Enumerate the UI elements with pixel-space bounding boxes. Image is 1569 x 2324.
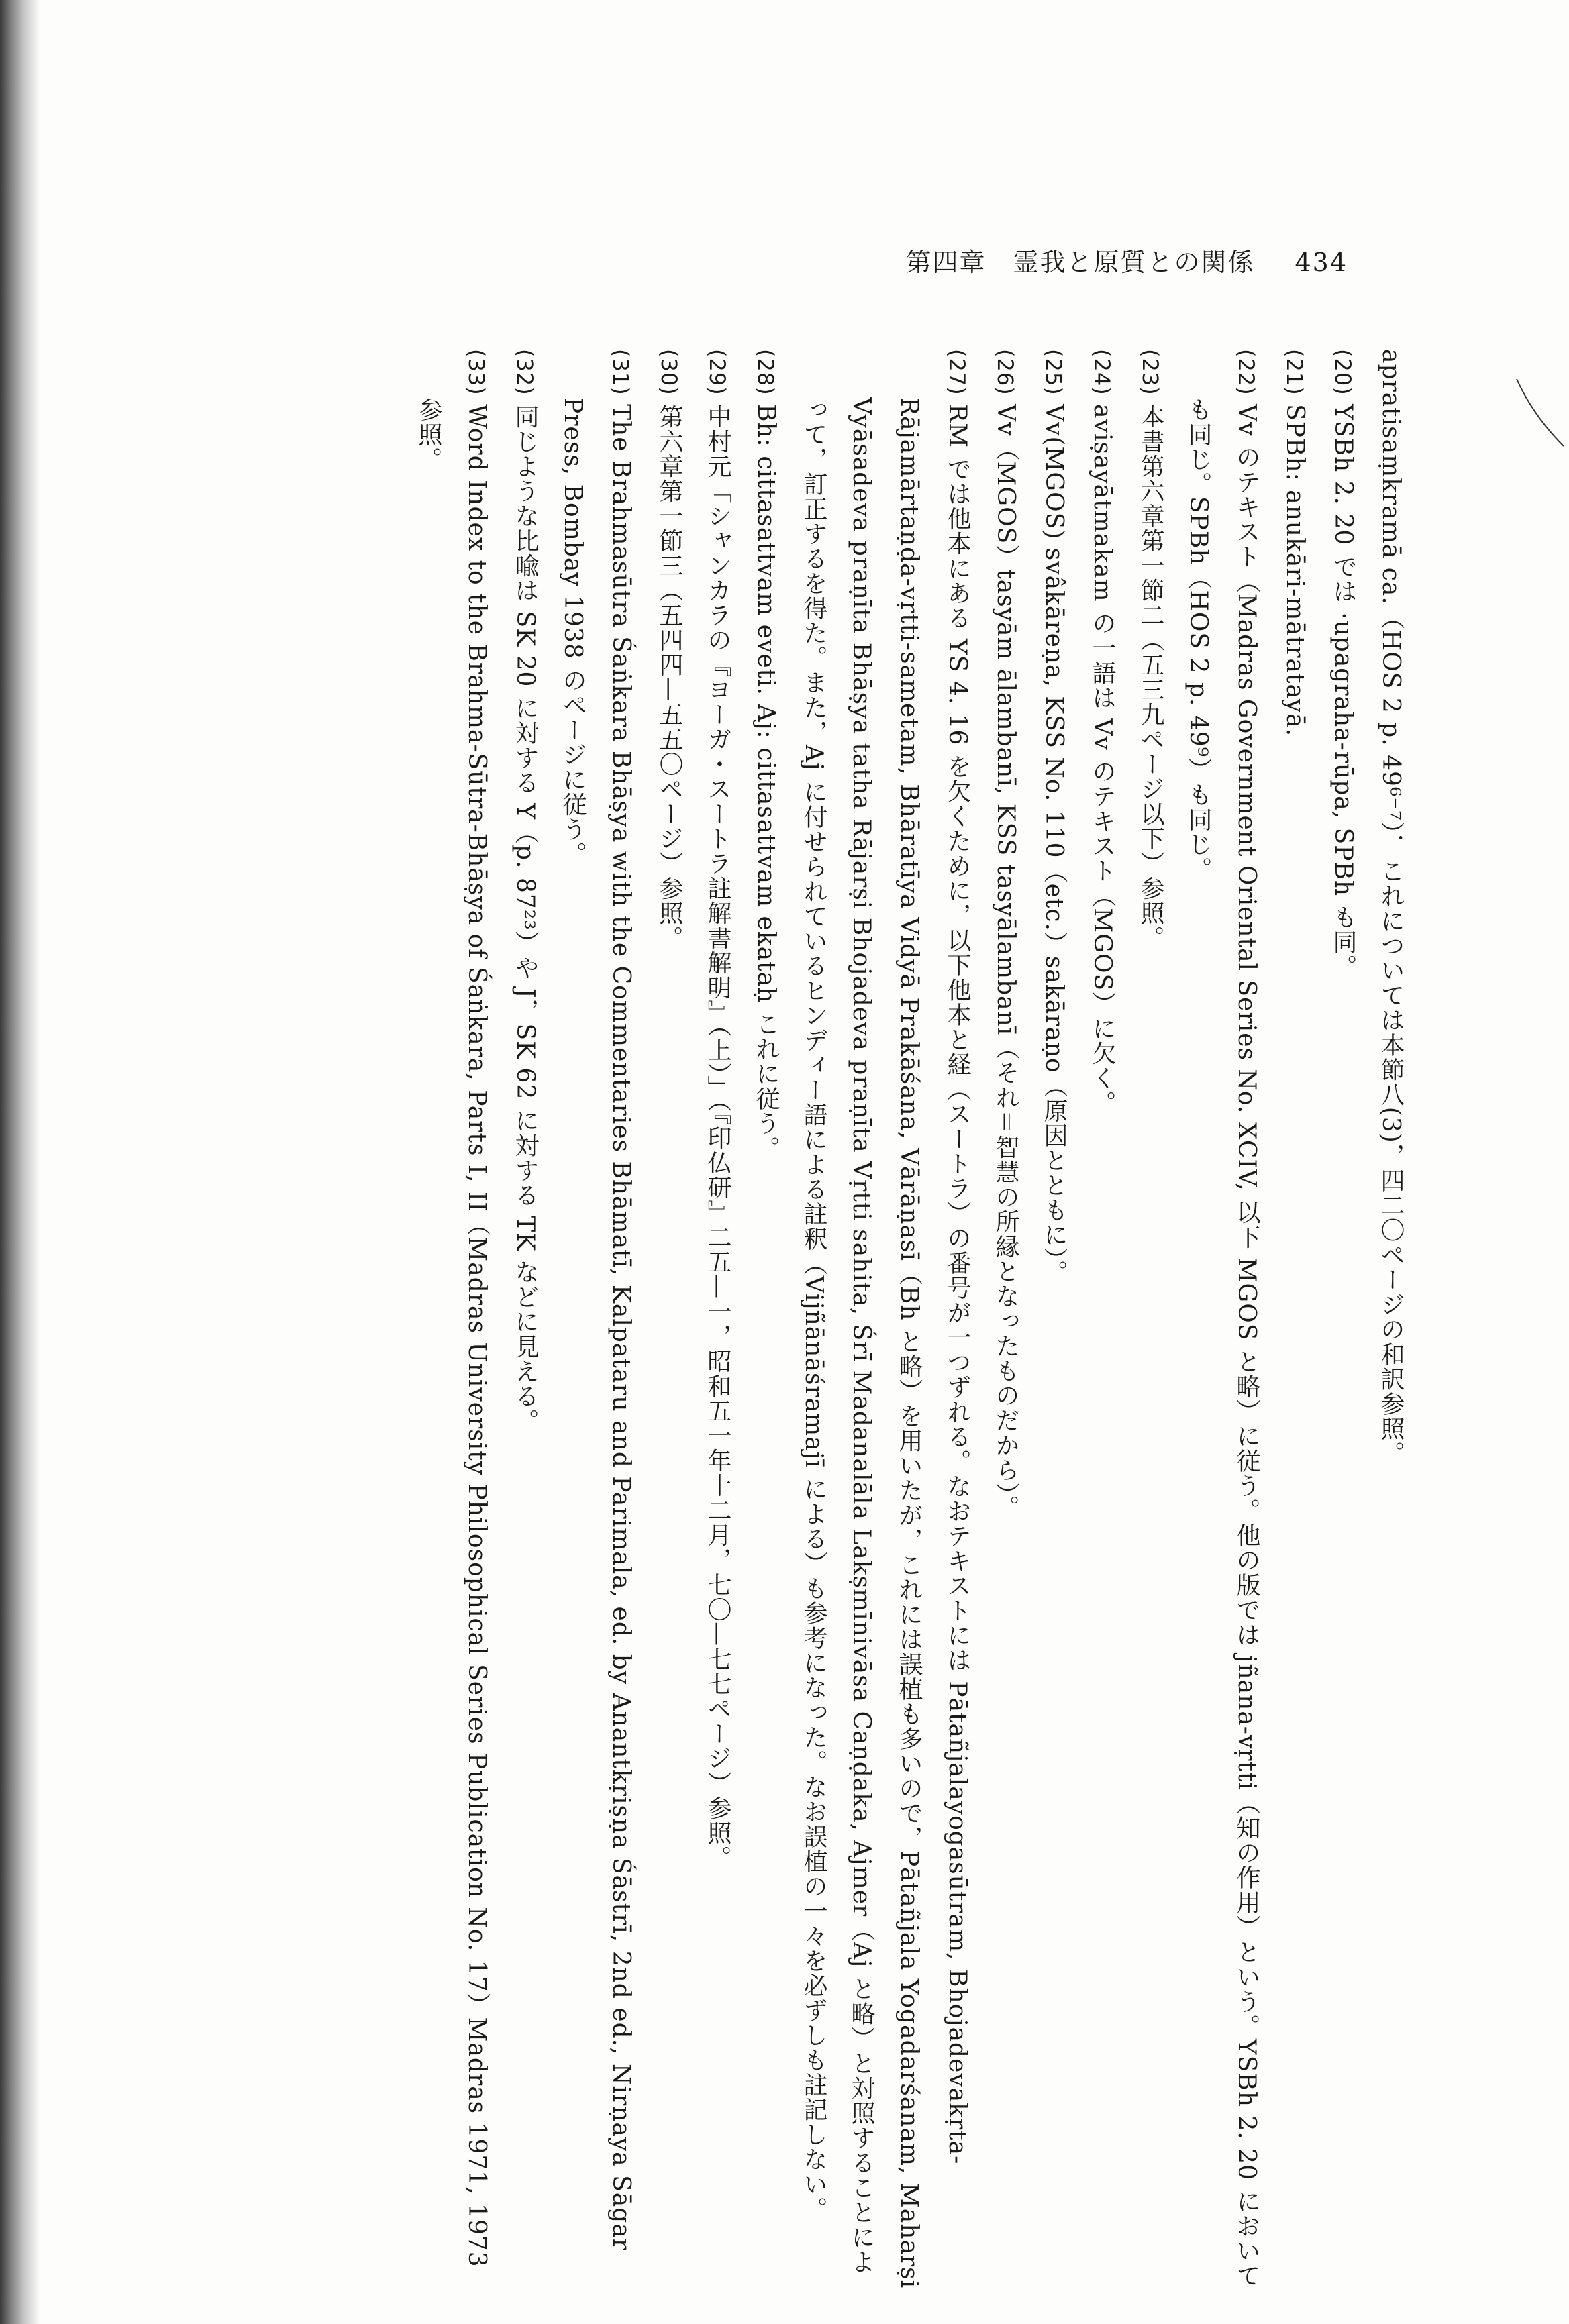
note-number: (27) <box>944 349 970 396</box>
margin-pen-stroke <box>1513 376 1567 450</box>
endnote-22: (22) Vv のテキスト（Madras Government Oriental Series No. XCIV, 以下 MGOS と略）に従う。他の版では jñana-vṛtti（知の作用）という。YSBh 2. 20 においても同じ。SPBh（HOS 2 p. 49⁹）も同じ。 <box>1184 349 1260 2288</box>
note-number: (25) <box>1041 349 1066 396</box>
chapter-title: 第四章 霊我と原質との関係 <box>905 248 1255 277</box>
note-number: (23) <box>1137 349 1163 396</box>
endnote-21: (21) SPBh: anukāri-mātratayā. <box>1281 349 1309 737</box>
endnote-30: (30) 第六章第一節三（五四四—五五〇ページ）参照。 <box>656 349 683 951</box>
note-number: (33) <box>464 349 489 396</box>
running-header <box>905 242 1348 278</box>
note-number: (30) <box>656 349 682 396</box>
note-number: (24) <box>1089 349 1115 396</box>
note-number: (31) <box>608 349 634 396</box>
endnote-28: (28) Bh: cittasattvam eveti. Aj: cittasattvam ekataḥ これに従う。 <box>752 349 780 1161</box>
note-number: (29) <box>705 349 730 396</box>
endnote-32: (32) 同じような比喩は SK 20 に対する Y（p. 87²³）や J，SK 62 に対する TK などに見える。 <box>511 349 539 1434</box>
note-number: (32) <box>512 349 538 396</box>
note-number: (20) <box>1330 349 1356 396</box>
note-number: (21) <box>1282 349 1307 396</box>
endnote-20: (20) YSBh 2. 20 では ·upagraha-rūpa, SPBh も同。 <box>1329 349 1357 980</box>
endnote-33: (33) Word Index to the Brahma-Sūtra-Bhāṣya of Śaṅkara, Parts I, II（Madras University Philosophical Series Publication No. 17）Madras 1971, 1973 参照。 <box>415 349 491 2268</box>
endnote-26: (26) Vv（MGOS）tasyām ālambanī, KSS tasyālambanī（それ＝智慧の所縁となったものだから）。 <box>992 349 1019 1520</box>
note-number: (22) <box>1233 349 1259 396</box>
endnote-24: (24) aviṣayātmakam の一語は Vv のテキスト（MGOS）に欠く。 <box>1089 349 1116 1116</box>
endnote-29: (29) 中村元「シャンカラの『ヨーガ・スートラ註解書解明』（上）」（『印仏研』二五—一，昭和五一年十二月，七〇—七七ページ）参照。 <box>704 349 731 1870</box>
endnotes <box>19 349 1415 2294</box>
endnote-27: (27) RM では他本にある YS 4. 16 を欠くために，以下他本と経（スートラ）の番号が一つずれる。なおテキストには Pātañjalayogasūtram, Bhojadevakṛta-Rājamārtaṇḍa-vṛtti-sametam, Bhāratīya Vidyā Prakāśana, Vārāṇasī（Bh と略）を用いたが，これには誤植も多いので，Pātañjala Yogadarśanam, Maharṣi Vyāsadeva praṇīta Bhāṣya tatha Rājarṣi Bhojadeva praṇīta Vṛtti sahita, Śrī Madanalāla Lakṣmīnivāsa Caṇḍaka, Ajmer（Aj と略）と対照することによって，訂正するを得た。また，Aj に付せられているヒンディー語による註釈（Vijñānāśramajī による）も参考になった。なお誤植の一々を必ずしも註記しない。 <box>800 349 971 2289</box>
note-number: (28) <box>753 349 778 396</box>
note-number: (26) <box>993 349 1018 396</box>
endnote-continuation: apratisaṃkramā ca.（HOS 2 p. 49⁶⁻⁷）．これについては本節八(3)，四二〇ページの和訳参照。 <box>1377 349 1405 1466</box>
endnote-25: (25) Vv(MGOS) svâkāreṇa, KSS No. 110（etc.）sakāraṇo（原因とともに）。 <box>1040 349 1068 1285</box>
endnote-31: (31) The Brahmasūtra Śaṅkara Bhāṣya with the Commentaries Bhāmatī, Kalpataru and Parimala, ed. by Anantkṛiṣṇa Śāstrī, 2nd ed., Nirṇaya Sāgar Press, Bombay 1938 のページに従う。 <box>559 349 635 2251</box>
page-number: 434 <box>1295 248 1348 277</box>
endnote-23: (23) 本書第六章第一節二（五三九ページ以下）参照。 <box>1137 349 1164 951</box>
